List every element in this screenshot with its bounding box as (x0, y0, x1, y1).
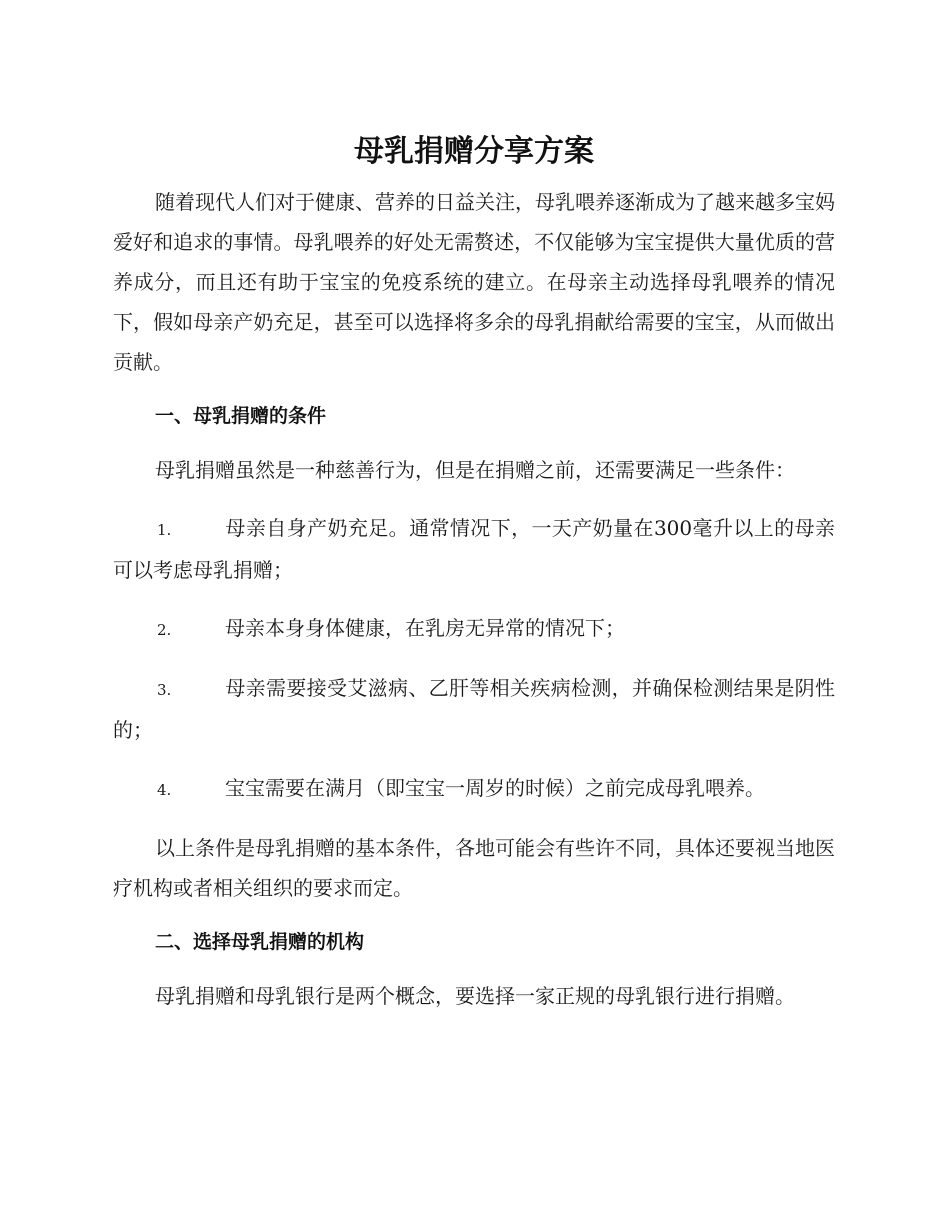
list-number: 4. (157, 781, 172, 799)
document-title: 母乳捐赠分享方案 (354, 134, 594, 169)
list-number: 1. (157, 521, 172, 539)
section-1-lead: 母乳捐赠虽然是一种慈善行为，但是在捐赠之前，还需要满足一些条件： (155, 458, 795, 482)
list-number: 2. (157, 621, 172, 639)
list-item (113, 508, 835, 590)
conditions-list (113, 508, 835, 810)
list-item (113, 608, 835, 650)
list-text: 母亲本身身体健康，在乳房无异常的情况下； (225, 616, 625, 640)
section-2-heading: 二、选择母乳捐赠的机构 (155, 931, 365, 953)
section-1-heading: 一、母乳捐赠的条件 (155, 405, 327, 427)
list-item (113, 768, 835, 810)
list-item (113, 668, 835, 750)
list-text: 母亲需要接受艾滋病、乙肝等相关疾病检测，并确保检测结果是阴性的； (113, 676, 835, 742)
intro-paragraph: 随着现代人们对于健康、营养的日益关注，母乳喂养逐渐成为了越来越多宝妈爱好和追求的事情。母乳喂养的好处无需赘述，不仅能够为宝宝提供大量优质的营养成分，而且还有助于宝宝的免疫系统的建立。在母亲主动选择母乳喂养的情况下，假如母亲产奶充足，甚至可以选择将多余的母乳捐献给需要的宝宝，从而做出贡献。 (113, 190, 835, 374)
section-1-closing: 以上条件是母乳捐赠的基本条件，各地可能会有些许不同，具体还要视当地医疗机构或者相关组织的要求而定。 (113, 836, 835, 900)
list-text: 母亲自身产奶充足。通常情况下，一天产奶量在300毫升以上的母亲可以考虑母乳捐赠； (113, 516, 835, 582)
document-body (113, 128, 835, 1016)
list-text: 宝宝需要在满月（即宝宝一周岁的时候）之前完成母乳喂养。 (225, 776, 765, 800)
list-number: 3. (157, 681, 172, 699)
section-2-lead: 母乳捐赠和母乳银行是两个概念，要选择一家正规的母乳银行进行捐赠。 (155, 984, 795, 1008)
